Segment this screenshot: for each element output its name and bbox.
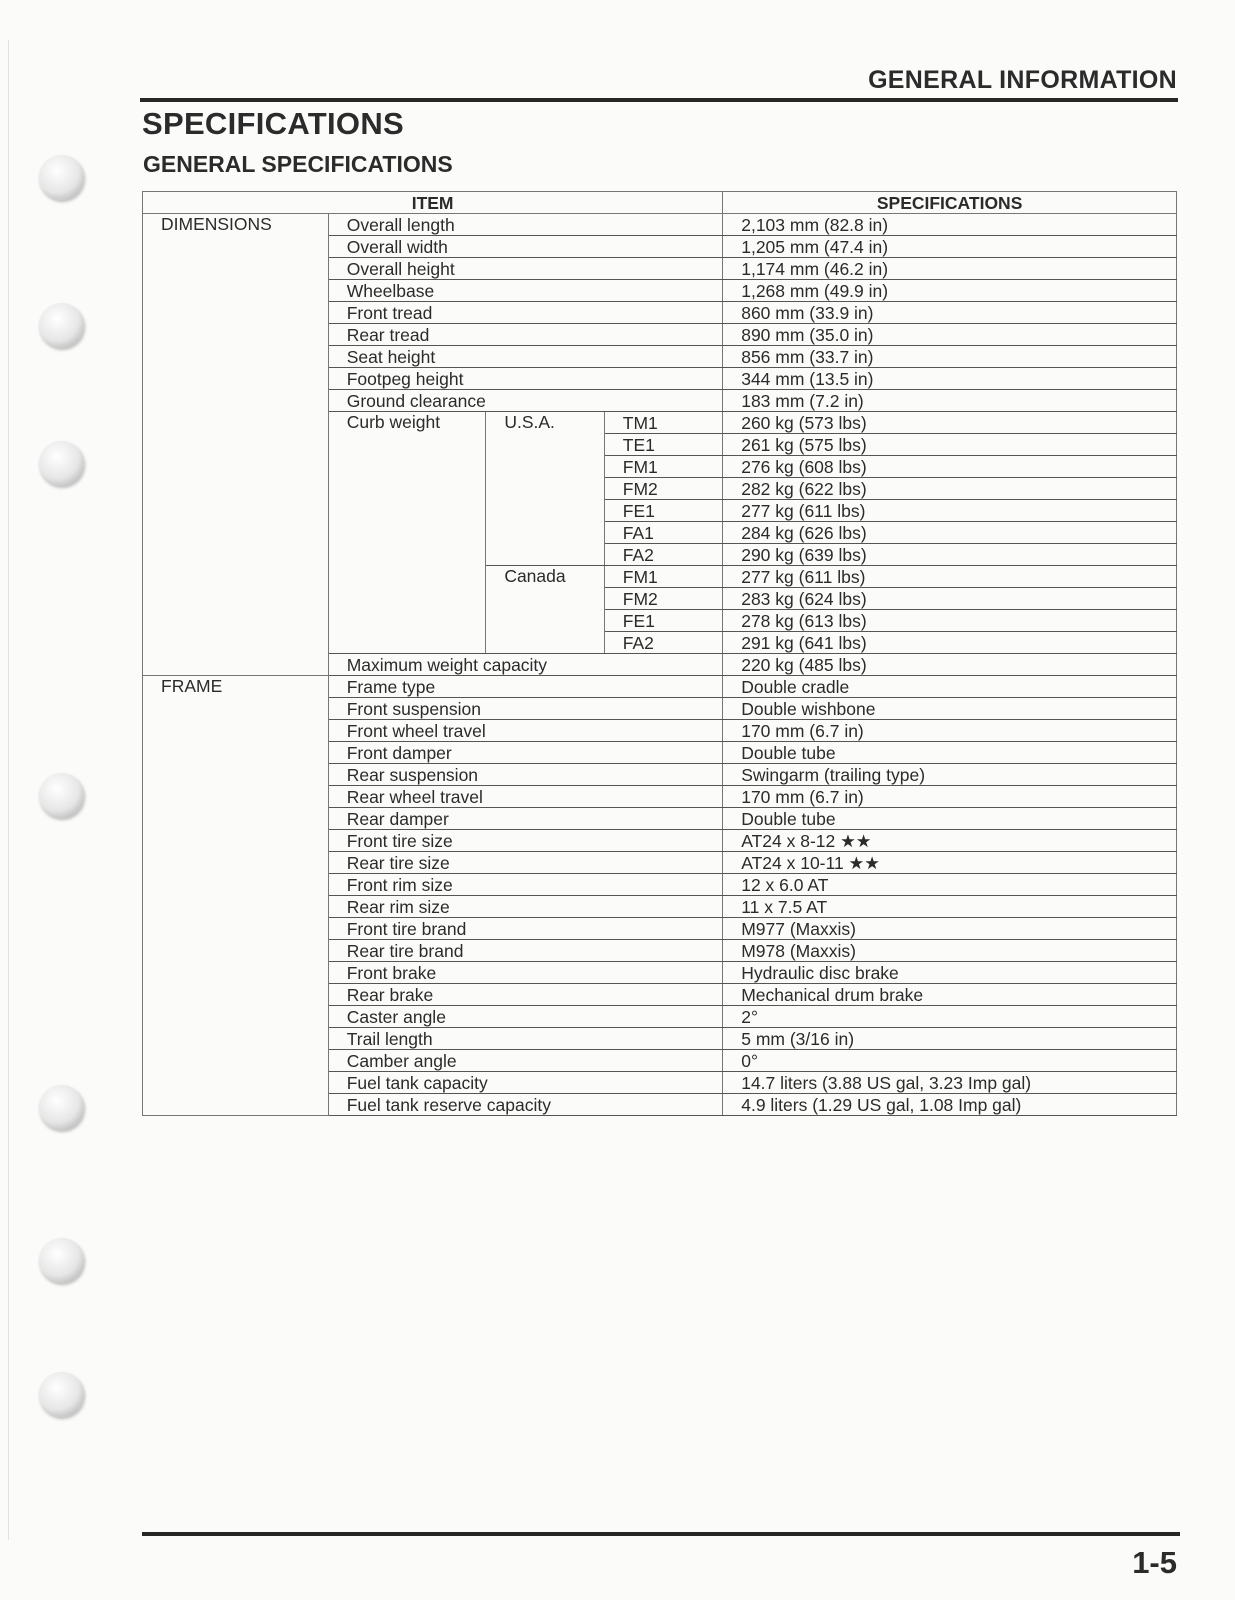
item-cell: Ground clearance	[328, 390, 723, 412]
item-cell: Front rim size	[328, 874, 723, 896]
footer-rule	[142, 1532, 1180, 1536]
value-cell: 183 mm (7.2 in)	[723, 390, 1177, 412]
value-cell: 261 kg (575 lbs)	[723, 434, 1177, 456]
region-cell: Canada	[486, 566, 604, 654]
binder-hole	[39, 1085, 84, 1130]
item-cell: Footpeg height	[328, 368, 723, 390]
binder-hole	[39, 441, 84, 486]
value-cell: Double cradle	[723, 676, 1177, 698]
binder-hole	[39, 1372, 84, 1417]
item-cell: Front damper	[328, 742, 723, 764]
item-cell: Seat height	[328, 346, 723, 368]
value-cell: 860 mm (33.9 in)	[723, 302, 1177, 324]
item-cell: Fuel tank reserve capacity	[328, 1094, 723, 1116]
item-cell: Wheelbase	[328, 280, 723, 302]
spec-column-header: SPECIFICATIONS	[723, 192, 1177, 214]
value-cell: 278 kg (613 lbs)	[723, 610, 1177, 632]
model-cell: FM1	[604, 456, 722, 478]
item-cell: Rear suspension	[328, 764, 723, 786]
model-cell: FM1	[604, 566, 722, 588]
binder-hole	[39, 1238, 84, 1283]
value-cell: 1,205 mm (47.4 in)	[723, 236, 1177, 258]
value-cell: 856 mm (33.7 in)	[723, 346, 1177, 368]
item-cell: Front brake	[328, 962, 723, 984]
item-cell: Rear tread	[328, 324, 723, 346]
item-column-header: ITEM	[143, 192, 723, 214]
value-cell: 277 kg (611 lbs)	[723, 566, 1177, 588]
table-header-row	[143, 192, 1177, 214]
model-cell: TE1	[604, 434, 722, 456]
value-cell: Hydraulic disc brake	[723, 962, 1177, 984]
item-cell: Front tread	[328, 302, 723, 324]
item-cell: Rear rim size	[328, 896, 723, 918]
model-cell: FA2	[604, 632, 722, 654]
item-cell: Caster angle	[328, 1006, 723, 1028]
value-cell: 1,268 mm (49.9 in)	[723, 280, 1177, 302]
item-cell: Overall width	[328, 236, 723, 258]
binder-hole	[39, 303, 84, 348]
specifications-table	[142, 191, 1177, 1116]
model-cell: FM2	[604, 478, 722, 500]
value-cell: Double tube	[723, 808, 1177, 830]
model-cell: FA2	[604, 544, 722, 566]
item-cell: Front wheel travel	[328, 720, 723, 742]
section-header: GENERAL INFORMATION	[868, 66, 1177, 94]
item-cell: Rear tire size	[328, 852, 723, 874]
value-cell: 11 x 7.5 AT	[723, 896, 1177, 918]
value-cell: 170 mm (6.7 in)	[723, 786, 1177, 808]
value-cell: 2,103 mm (82.8 in)	[723, 214, 1177, 236]
item-cell: Rear wheel travel	[328, 786, 723, 808]
value-cell: AT24 x 10-11 ★★	[723, 852, 1177, 874]
item-cell: Overall length	[328, 214, 723, 236]
page-edge-line	[8, 40, 9, 1540]
category-cell: FRAME	[143, 676, 329, 1116]
item-cell: Curb weight	[328, 412, 486, 654]
item-cell: Fuel tank capacity	[328, 1072, 723, 1094]
region-cell: U.S.A.	[486, 412, 604, 566]
value-cell: 291 kg (641 lbs)	[723, 632, 1177, 654]
value-cell: Mechanical drum brake	[723, 984, 1177, 1006]
value-cell: 282 kg (622 lbs)	[723, 478, 1177, 500]
item-cell: Trail length	[328, 1028, 723, 1050]
item-cell: Front tire brand	[328, 918, 723, 940]
model-cell: TM1	[604, 412, 722, 434]
page-number: 1-5	[1132, 1545, 1177, 1580]
value-cell: 170 mm (6.7 in)	[723, 720, 1177, 742]
value-cell: 4.9 liters (1.29 US gal, 1.08 Imp gal)	[723, 1094, 1177, 1116]
category-cell: DIMENSIONS	[143, 214, 329, 676]
model-cell: FM2	[604, 588, 722, 610]
item-cell: Frame type	[328, 676, 723, 698]
value-cell: 12 x 6.0 AT	[723, 874, 1177, 896]
item-cell: Front suspension	[328, 698, 723, 720]
item-cell: Overall height	[328, 258, 723, 280]
item-cell: Rear tire brand	[328, 940, 723, 962]
value-cell: M978 (Maxxis)	[723, 940, 1177, 962]
binder-hole	[39, 773, 84, 818]
value-cell: 1,174 mm (46.2 in)	[723, 258, 1177, 280]
value-cell: 277 kg (611 lbs)	[723, 500, 1177, 522]
value-cell: 0°	[723, 1050, 1177, 1072]
page-subtitle: GENERAL SPECIFICATIONS	[143, 151, 453, 177]
value-cell: M977 (Maxxis)	[723, 918, 1177, 940]
value-cell: 2°	[723, 1006, 1177, 1028]
value-cell: 890 mm (35.0 in)	[723, 324, 1177, 346]
item-cell: Maximum weight capacity	[328, 654, 723, 676]
value-cell: 344 mm (13.5 in)	[723, 368, 1177, 390]
page-title: SPECIFICATIONS	[142, 106, 404, 141]
value-cell: Swingarm (trailing type)	[723, 764, 1177, 786]
value-cell: 5 mm (3/16 in)	[723, 1028, 1177, 1050]
model-cell: FE1	[604, 610, 722, 632]
table-row	[143, 676, 1177, 698]
model-cell: FE1	[604, 500, 722, 522]
binder-hole	[39, 155, 84, 200]
value-cell: Double wishbone	[723, 698, 1177, 720]
model-cell: FA1	[604, 522, 722, 544]
header-rule	[140, 98, 1178, 102]
value-cell: 14.7 liters (3.88 US gal, 3.23 Imp gal)	[723, 1072, 1177, 1094]
table-row	[143, 214, 1177, 236]
item-cell: Rear brake	[328, 984, 723, 1006]
item-cell: Camber angle	[328, 1050, 723, 1072]
value-cell: 220 kg (485 lbs)	[723, 654, 1177, 676]
value-cell: 260 kg (573 lbs)	[723, 412, 1177, 434]
value-cell: 276 kg (608 lbs)	[723, 456, 1177, 478]
value-cell: Double tube	[723, 742, 1177, 764]
item-cell: Rear damper	[328, 808, 723, 830]
value-cell: 290 kg (639 lbs)	[723, 544, 1177, 566]
value-cell: 283 kg (624 lbs)	[723, 588, 1177, 610]
value-cell: AT24 x 8-12 ★★	[723, 830, 1177, 852]
value-cell: 284 kg (626 lbs)	[723, 522, 1177, 544]
item-cell: Front tire size	[328, 830, 723, 852]
